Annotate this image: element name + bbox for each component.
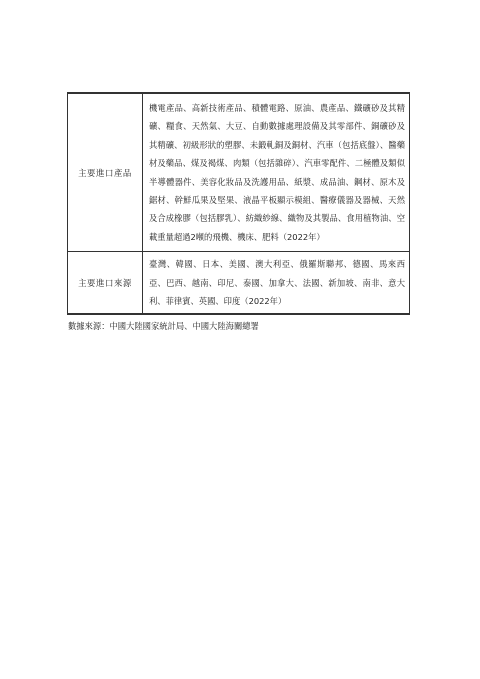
row-label-main-import-sources: 主要進口來源 (68, 252, 143, 315)
row-label-main-import-products: 主要進口產品 (68, 93, 143, 252)
table-row-main-import-products (68, 93, 410, 252)
row-content-main-import-sources: 臺灣、韓國、日本、美國、澳大利亞、俄羅斯聯邦、德國、馬來西亞、巴西、越南、印尼、泰國、加拿大、法國、新加坡、南非、意大利、菲律賓、英國、印度（2022年） (143, 252, 410, 315)
table-row-main-import-sources (68, 252, 410, 315)
data-source-note: 數據來源：中國大陸國家統計局、中國大陸海關總署 (68, 321, 259, 331)
row-content-main-import-products: 機電產品、高新技術產品、積體電路、原油、農產品、鐵礦砂及其精礦、糧食、天然氣、大豆、自動數據處理設備及其零部件、銅礦砂及其精礦、初級形狀的塑膠、未鍛軋銅及銅材、汽車（包括底盤）、醫藥材及藥品、煤及褐煤、肉類（包括雜碎）、汽車零配件、二極體及類似半導體器件、美容化妝品及洗護用品、紙漿、成品油、鋼材、原木及鋸材、幹鮮瓜果及堅果、液晶平板顯示模組、醫療儀器及器械、天然及合成橡膠（包括膠乳）、紡織紗線、織物及其製品、食用植物油、空載重量超過2噸的飛機、機床、肥料（2022年） (143, 93, 410, 252)
trade-table (67, 92, 410, 315)
